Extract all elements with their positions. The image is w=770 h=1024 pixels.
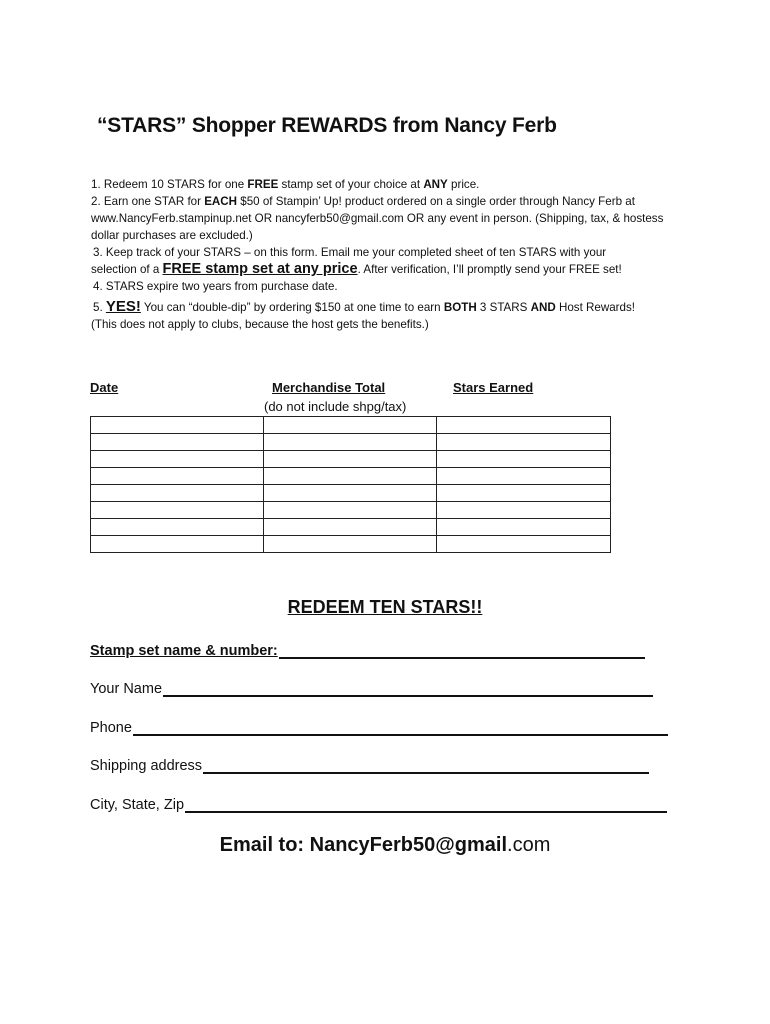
rule-text: 1. Redeem 10 STARS for one xyxy=(91,178,248,191)
email-to-line xyxy=(0,834,770,857)
rule-text: 3 STARS xyxy=(476,301,531,314)
date-cell[interactable] xyxy=(91,536,264,553)
date-cell[interactable] xyxy=(91,434,264,451)
redeem-heading: REDEEM TEN STARS!! xyxy=(287,597,483,617)
rule-text: You can “double-dip” by ordering $150 at one time to earn xyxy=(140,301,444,314)
city-label: City, State, Zip xyxy=(90,797,185,813)
rule-3 xyxy=(91,244,691,261)
rule-text: selection of a xyxy=(91,263,163,276)
date-cell[interactable] xyxy=(91,519,264,536)
rule-text: Host Rewards! xyxy=(555,301,635,314)
merchandise-cell[interactable] xyxy=(264,502,437,519)
name-label: Your Name xyxy=(90,681,163,697)
merchandise-cell[interactable] xyxy=(264,434,437,451)
table-row xyxy=(91,519,611,536)
table-row xyxy=(91,451,611,468)
stamp-set-input-line[interactable] xyxy=(279,643,645,659)
rule-emphasis: AND xyxy=(530,301,556,314)
table-row xyxy=(91,502,611,519)
phone-label: Phone xyxy=(90,720,132,736)
rule-2 xyxy=(91,193,691,244)
stars-cell[interactable] xyxy=(437,417,611,434)
date-cell[interactable] xyxy=(91,417,264,434)
stars-cell[interactable] xyxy=(437,434,611,451)
stars-cell[interactable] xyxy=(437,485,611,502)
column-header-date: Date xyxy=(90,380,119,395)
date-cell[interactable] xyxy=(91,502,264,519)
name-input-line[interactable] xyxy=(163,681,653,697)
table-row xyxy=(91,468,611,485)
rule-text: $50 of Stampin’ Up! product ordered on a single order through Nancy Ferb at www.NancyFerb.stampinup.net OR nancyferb50@gmail.com OR any event in person. (Shipping, tax, & hostess dollar purchases are excluded.) xyxy=(91,195,664,242)
rule-text: . After verification, I’ll promptly send your FREE set! xyxy=(357,263,622,276)
stamp-set-field xyxy=(90,643,645,659)
stars-cell[interactable] xyxy=(437,519,611,536)
rule-5-note xyxy=(91,316,691,333)
stars-cell[interactable] xyxy=(437,468,611,485)
merchandise-cell[interactable] xyxy=(264,468,437,485)
date-cell[interactable] xyxy=(91,468,264,485)
address-input-line[interactable] xyxy=(203,758,649,774)
phone-input-line[interactable] xyxy=(133,720,668,736)
date-cell[interactable] xyxy=(91,451,264,468)
rule-emphasis: BOTH xyxy=(443,301,477,314)
rule-emphasis: EACH xyxy=(204,195,238,208)
merchandise-cell[interactable] xyxy=(264,451,437,468)
table-row xyxy=(91,536,611,553)
email-domain-suffix: .com xyxy=(507,834,551,856)
table-row xyxy=(91,417,611,434)
stars-log-table xyxy=(90,416,611,553)
phone-field xyxy=(90,720,668,736)
column-header-merchandise: Merchandise Total xyxy=(272,380,386,395)
merchandise-cell[interactable] xyxy=(264,417,437,434)
rule-text: 2. Earn one STAR for xyxy=(91,195,205,208)
rule-emphasis: FREE xyxy=(247,178,279,191)
rule-text: 5. xyxy=(93,301,106,314)
rule-3-cont xyxy=(91,261,691,278)
rule-emphasis: ANY xyxy=(423,178,448,191)
address-field xyxy=(90,758,649,774)
table-row xyxy=(91,485,611,502)
column-header-merchandise-note: (do not include shpg/tax) xyxy=(264,399,407,414)
email-address: Email to: NancyFerb50@gmail xyxy=(219,834,508,856)
address-label: Shipping address xyxy=(90,758,203,774)
merchandise-cell[interactable] xyxy=(264,485,437,502)
table-row xyxy=(91,434,611,451)
stars-cell[interactable] xyxy=(437,536,611,553)
rule-4 xyxy=(91,278,691,295)
city-field xyxy=(90,797,667,813)
date-cell[interactable] xyxy=(91,485,264,502)
stars-cell[interactable] xyxy=(437,502,611,519)
city-input-line[interactable] xyxy=(185,797,667,813)
page-title: “STARS” Shopper REWARDS from Nancy Ferb xyxy=(97,114,557,137)
rule-text: price. xyxy=(447,178,480,191)
rules-list xyxy=(91,176,691,333)
stars-cell[interactable] xyxy=(437,451,611,468)
rule-5 xyxy=(91,298,691,316)
rule-text: (This does not apply to clubs, because the host gets the benefits.) xyxy=(91,318,429,331)
column-header-stars: Stars Earned xyxy=(453,380,534,395)
merchandise-cell[interactable] xyxy=(264,536,437,553)
rule-emphasis: FREE stamp set at any price xyxy=(162,261,358,277)
name-field xyxy=(90,681,653,697)
rule-emphasis: YES! xyxy=(105,298,141,315)
rule-1 xyxy=(91,176,691,193)
rule-text: stamp set of your choice at xyxy=(278,178,424,191)
stamp-set-label: Stamp set name & number: xyxy=(90,643,278,659)
rule-text: 3. Keep track of your STARS – on this form. Email me your completed sheet of ten STARS with your xyxy=(93,246,607,259)
merchandise-cell[interactable] xyxy=(264,519,437,536)
rule-text: 4. STARS expire two years from purchase date. xyxy=(93,280,338,293)
